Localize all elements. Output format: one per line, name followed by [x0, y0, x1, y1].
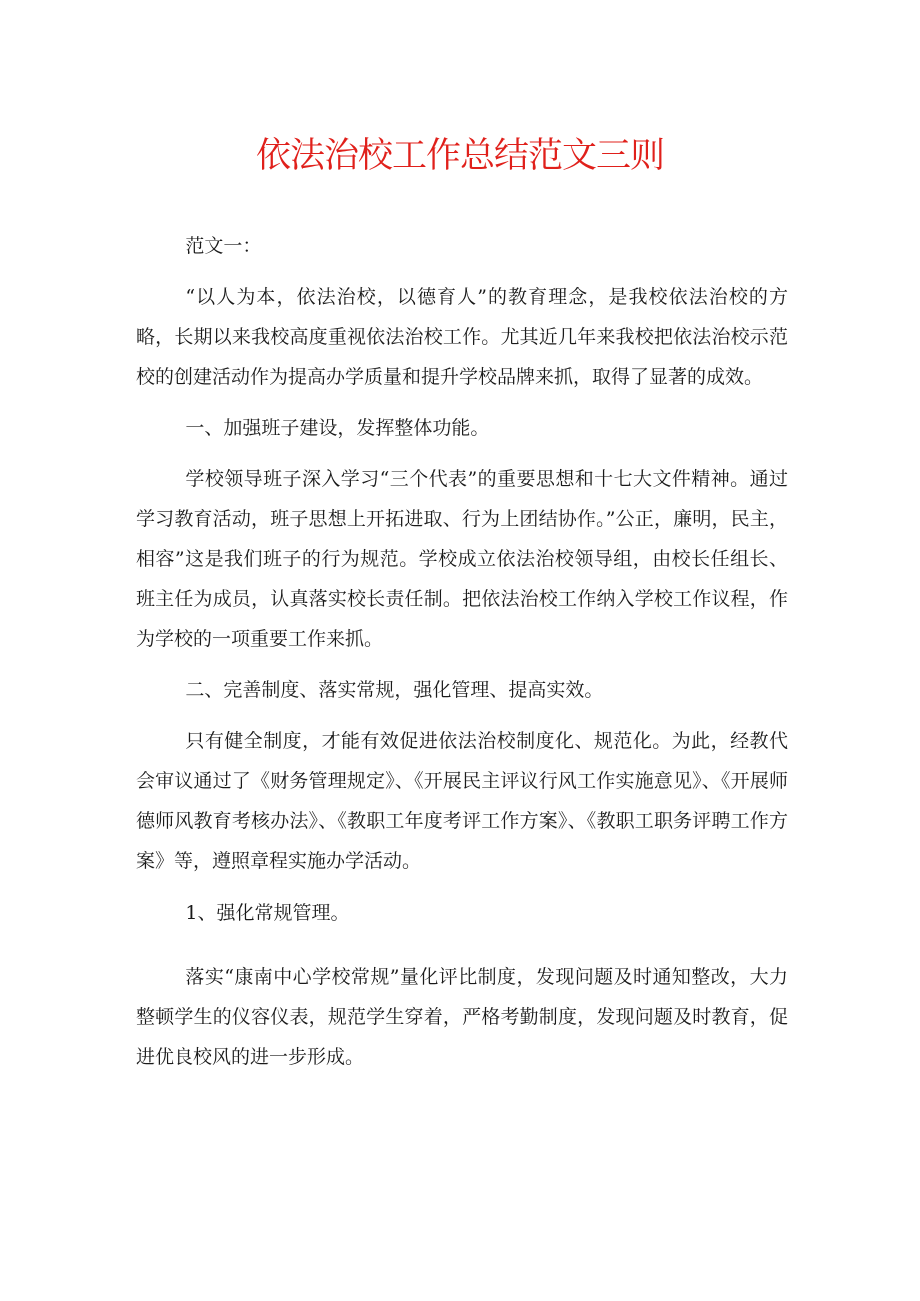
subsection-heading-1: 1、强化常规管理。	[185, 902, 350, 924]
paragraph-regulations: 只有健全制度，才能有效促进依法治校制度化、规范化。为此，经教代会审议通过了《财务管理规定》、《开展民主评议行风工作实施意见》、《开展师德师风教育考核办法》、《教职工年度考评工作方案》、《教职工职务评聘工作方案》等，遵照章程实施办学活动。	[136, 730, 788, 872]
section-heading-2: 二、完善制度、落实常规，强化管理、提高实效。	[185, 679, 604, 701]
paragraph-heading-fanwen-1: 范文一：	[185, 235, 262, 257]
document-body	[136, 226, 788, 1077]
document-title: 依法治校工作总结范文三则	[255, 136, 664, 176]
paragraph-routine-management: 落实“康南中心学校常规”量化评比制度，发现问题及时通知整改，大力整顿学生的仪容仪表，规范学生穿着，严格考勤制度，发现问题及时教育，促进优良校风的进一步形成。	[136, 966, 788, 1068]
paragraph-intro: “以人为本，依法治校，以德育人”的教育理念，是我校依法治校的方略，长期以来我校高度重视依法治校工作。尤其近几年来我校把依法治校示范校的创建活动作为提高办学质量和提升学校品牌来抓，取得了显著的成效。	[136, 286, 788, 388]
paragraph-leadership: 学校领导班子深入学习“三个代表”的重要思想和十七大文件精神。通过学习教育活动，班子思想上开拓进取、行为上团结协作。”公正，廉明，民主，相容”这是我们班子的行为规范。学校成立依法治校领导组，由校长任组长、班主任为成员，认真落实校长责任制。把依法治校工作纳入学校工作议程，作为学校的一项重要工作来抓。	[136, 468, 788, 650]
section-heading-1: 一、加强班子建设，发挥整体功能。	[185, 417, 490, 439]
